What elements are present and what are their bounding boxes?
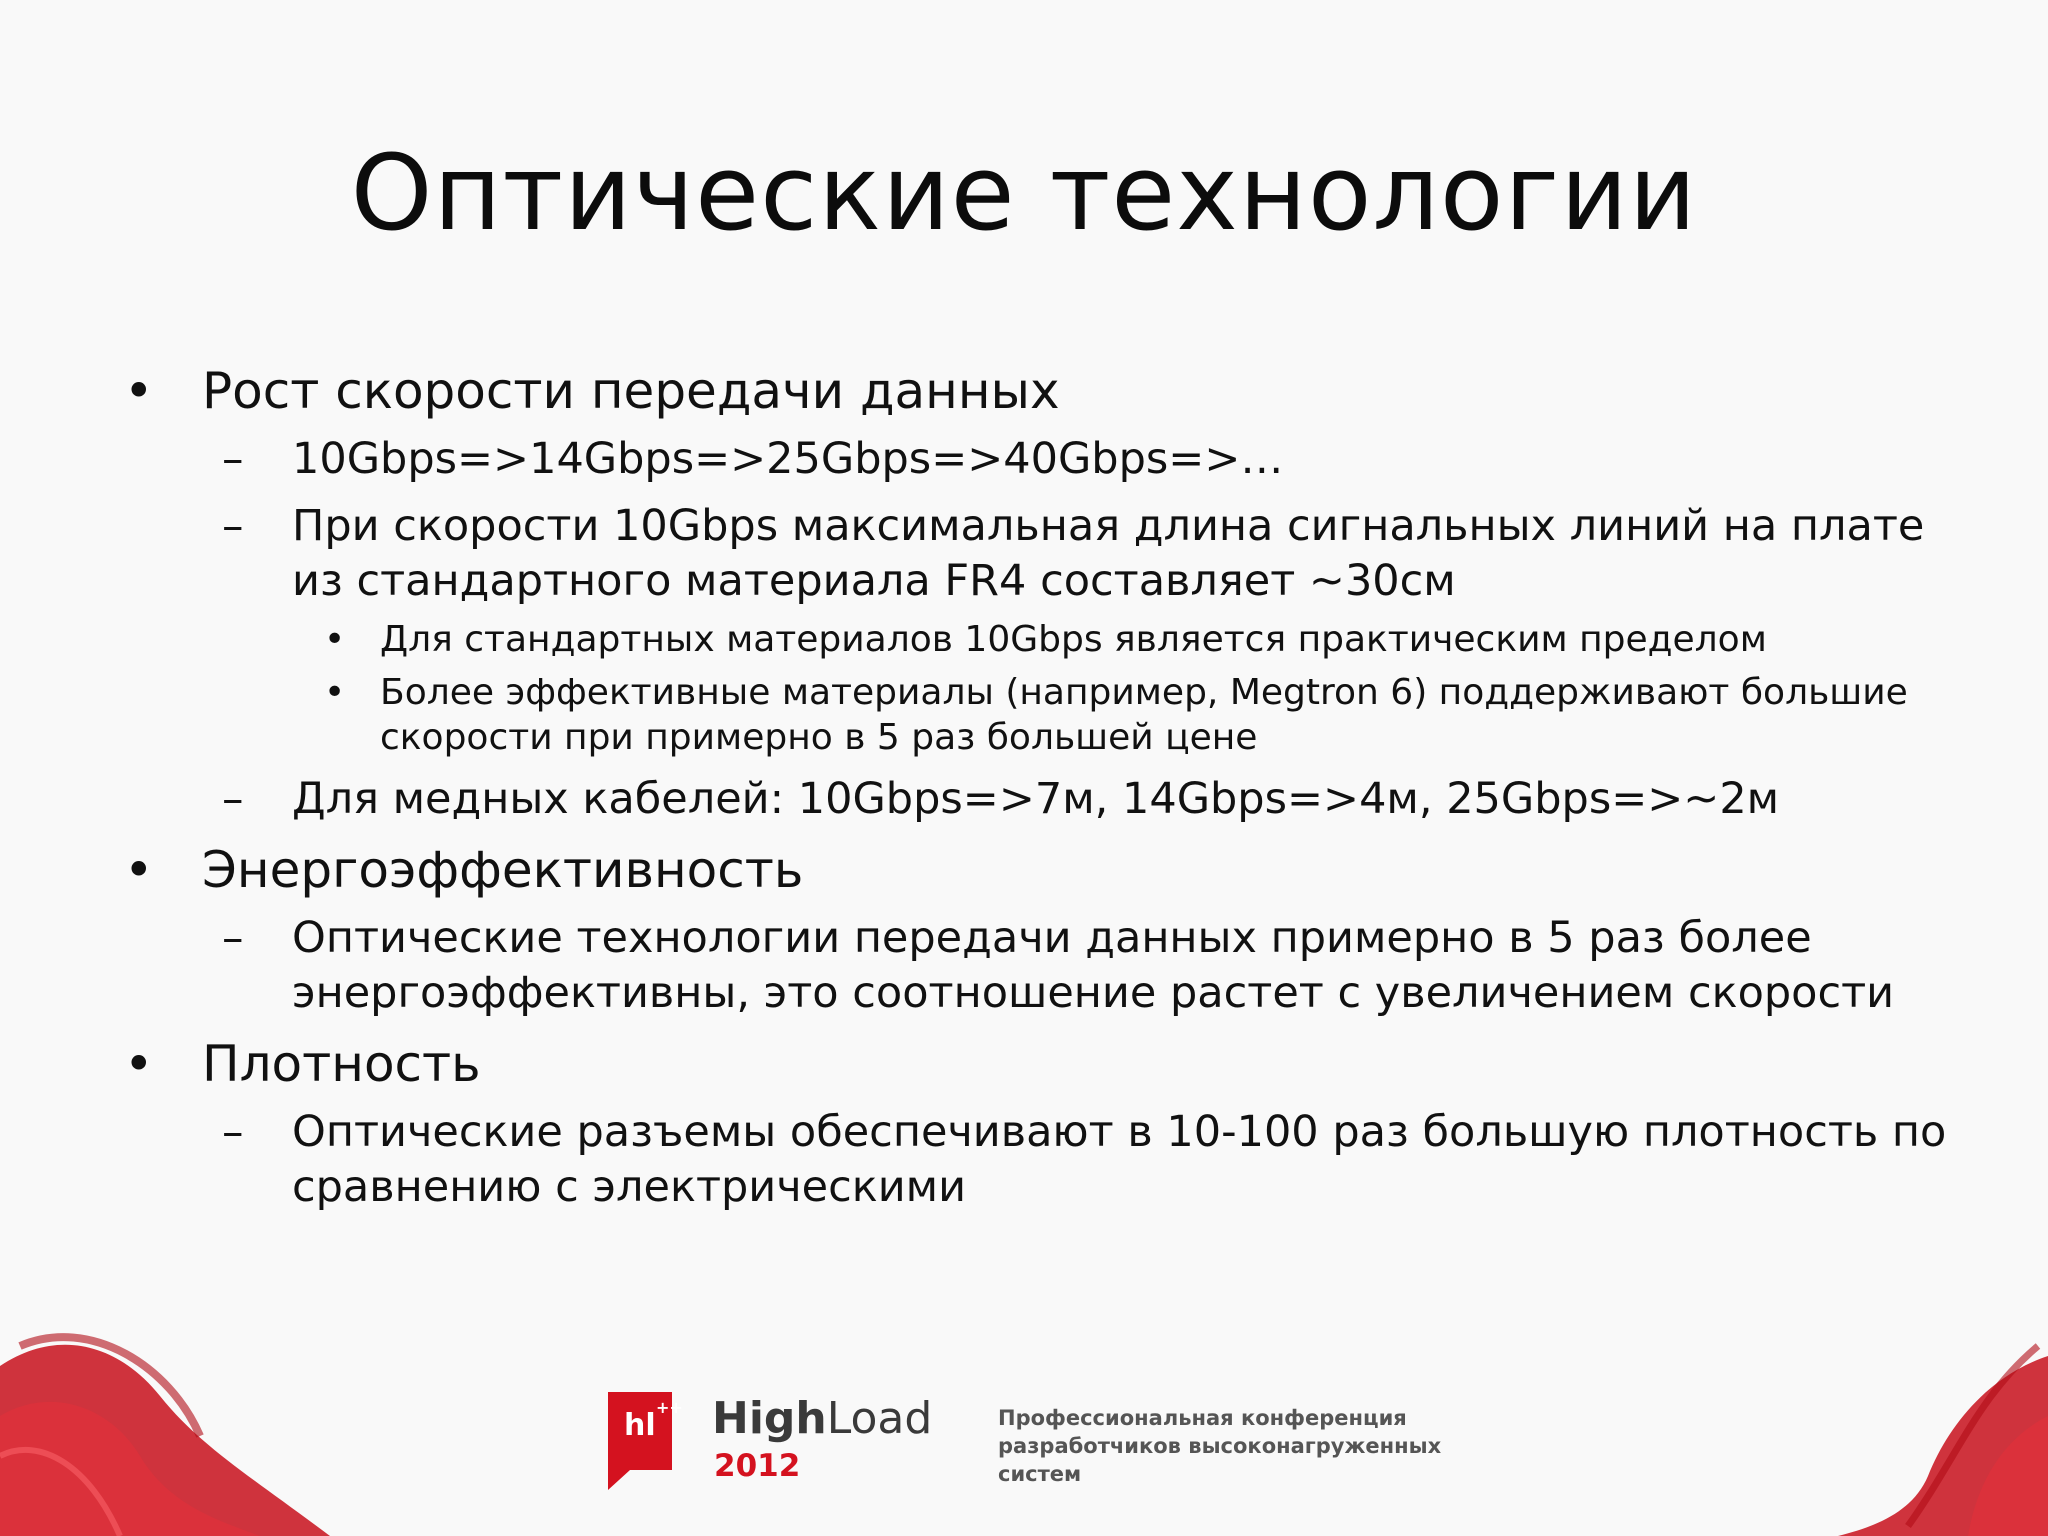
dash-marker: – bbox=[222, 434, 244, 484]
sub-sub-bullet-text: Более эффективные материалы (например, Megtron 6) поддерживают большие скорости при примерно в 5 раз большей цене bbox=[380, 672, 1908, 758]
bullet-item bbox=[118, 362, 1948, 420]
sub-bullet-item bbox=[118, 911, 1948, 1021]
sub-bullet-text: Для медных кабелей: 10Gbps=>7м, 14Gbps=>4м, 25Gbps=>~2м bbox=[292, 774, 1780, 824]
bullet-list bbox=[118, 362, 1948, 1215]
brand-name bbox=[712, 1394, 932, 1444]
bullet-item bbox=[118, 841, 1948, 899]
sub-bullet-item bbox=[118, 1105, 1948, 1215]
sub-bullet-item bbox=[118, 432, 1948, 487]
dash-marker: – bbox=[222, 913, 244, 963]
dash-marker: – bbox=[222, 774, 244, 824]
bullet-text: Рост скорости передачи данных bbox=[202, 362, 1060, 420]
sub-sub-bullet-item bbox=[118, 617, 1948, 662]
sub-bullet-text: Оптические разъемы обеспечивают в 10-100 раз большую плотность по сравнению с электрическими bbox=[292, 1107, 1947, 1212]
sub-bullet-text: При скорости 10Gbps максимальная длина сигнальных линий на плате из стандартного материала FR4 составляет ~30см bbox=[292, 501, 1925, 606]
tagline-line: разработчиков высоконагруженных bbox=[998, 1434, 1442, 1458]
bullet-marker: • bbox=[324, 619, 346, 660]
sub-sub-bullet-text: Для стандартных материалов 10Gbps является практическим пределом bbox=[380, 619, 1767, 660]
tagline-line: Профессиональная конференция bbox=[998, 1406, 1407, 1430]
brand-year: 2012 bbox=[714, 1448, 801, 1484]
sub-sub-bullet-item bbox=[118, 670, 1948, 760]
brand-bold: High bbox=[712, 1393, 827, 1444]
logo-text: hl bbox=[624, 1408, 656, 1443]
tagline-line: систем bbox=[998, 1462, 1082, 1486]
red-swirl-decoration-right bbox=[1818, 1336, 2048, 1536]
bullet-marker: • bbox=[124, 362, 154, 420]
bullet-marker: • bbox=[324, 672, 346, 713]
dash-marker: – bbox=[222, 1107, 244, 1157]
bullet-text: Плотность bbox=[202, 1035, 481, 1093]
slide-title: Оптические технологии bbox=[350, 132, 1698, 254]
red-swirl-decoration-left bbox=[0, 1306, 330, 1536]
sub-bullet-text: 10Gbps=>14Gbps=>25Gbps=>40Gbps=>… bbox=[292, 434, 1284, 484]
bullet-marker: • bbox=[124, 1035, 154, 1093]
bullet-item bbox=[118, 1035, 1948, 1093]
logo-plus: ++ bbox=[656, 1398, 683, 1417]
sub-bullet-text: Оптические технологии передачи данных примерно в 5 раз более энергоэффективны, это соотношение растет с увеличением скорости bbox=[292, 913, 1895, 1018]
brand-light: Load bbox=[826, 1393, 933, 1444]
sub-bullet-item bbox=[118, 772, 1948, 827]
dash-marker: – bbox=[222, 501, 244, 551]
conference-tagline bbox=[998, 1404, 1478, 1488]
sub-bullet-item bbox=[118, 499, 1948, 609]
bullet-text: Энергоэффективность bbox=[202, 841, 804, 899]
bullet-marker: • bbox=[124, 841, 154, 899]
